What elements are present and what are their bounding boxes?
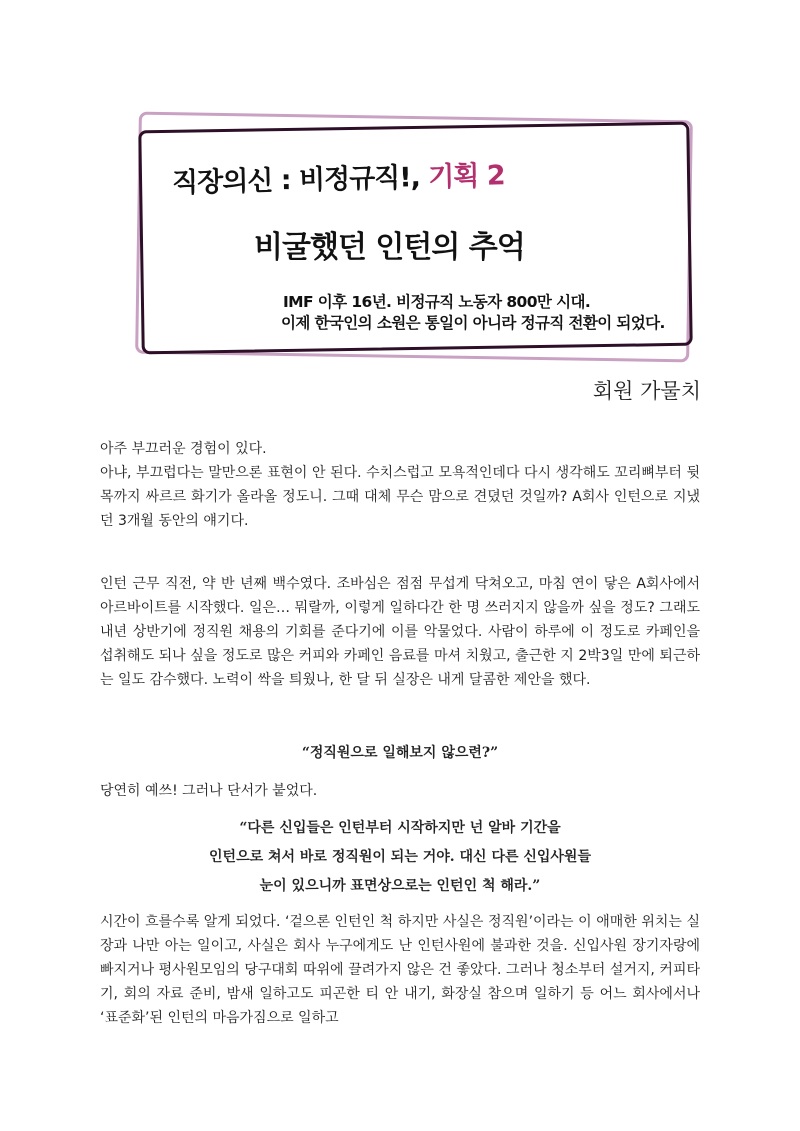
article-title: 비굴했던 인턴의 추억 (254, 230, 525, 265)
paragraph-2: 아냐, 부끄럽다는 말만으론 표현이 안 된다. 수치스럽고 모욕적인데다 다시 생각해도 꼬리뼈부터 뒷목까지 싸르르 화기가 올라올 정도니. 그때 대체 무슨 맘으로 견뎠던 것일까? A회사 인턴으로 지냈던 3개월 동안의 얘기다. (100, 465, 700, 529)
quote-2-line-2: 인턴으로 쳐서 바로 정직원이 되는 거야. 대신 다른 신입사원들 (209, 849, 591, 865)
series-name: 직장의신 : 비정규직!, (171, 161, 429, 199)
paragraph-1: 아주 부끄러운 경험이 있다. (100, 441, 267, 457)
subtitle-line-1: IMF 이후 16년. 비정규직 노동자 800만 시대. (283, 293, 591, 311)
series-label (172, 153, 505, 200)
paragraph-5: 시간이 흐를수록 알게 되었다. ‘겉으론 인턴인 척 하지만 사실은 정직원’이라는 이 애매한 위치는 실장과 나만 아는 일이고, 사실은 회사 누구에게도 난 인턴사원에 불과한 것을. 신입사원 장기자랑에 빠지거나 평사원모임의 당구대회 따위에 끌려가지 않은 건 좋았다. 그러나 청소부터 설거지, 커피타기, 회의 자료 준비, 밤새 일하고도 피곤한 티 안 내기, 화장실 참으며 일하기 등 어느 회사에서나 ‘표준화’된 인턴의 마음가짐으로 일하고 (100, 914, 700, 1026)
quote-2-line-1: “다른 신입들은 인턴부터 시작하지만 넌 알바 기간을 (239, 820, 561, 836)
subtitle-line-2: 이제 한국인의 소원은 통일이 아니라 정규직 전환이 되었다. (281, 314, 665, 332)
quote-2 (100, 814, 700, 901)
quote-2-line-3: 눈이 있으니까 표면상으로는 인턴인 척 해라.” (259, 878, 541, 894)
quote-1: “정직원으로 일해보지 않으련?” (301, 745, 499, 761)
paragraph-3: 인턴 근무 직전, 약 반 년째 백수였다. 조바심은 점점 무섭게 닥쳐오고, 마침 연이 닿은 A회사에서 아르바이트를 시작했다. 일은… 뭐랄까, 이렇게 일하다간 한 명 쓰러지지 않을까 싶을 정도? 그래도 내년 상반기에 정직원 채용의 기회를 준다기에 이를 악물었다. 사람이 하루에 이 정도로 카페인을 섭취해도 되나 싶을 정도로 많은 커피와 카페인 음료를 마셔 치웠고, 출근한 지 2박3일 만에 퇴근하는 일도 감수했다. 노력이 싹을 틔웠나, 한 달 뒤 실장은 내게 달콤한 제안을 했다. (100, 576, 700, 688)
author-byline: 회원 가물치 (592, 379, 701, 403)
series-plan: 기획 2 (427, 160, 505, 193)
paragraph-4: 당연히 예쓰! 그러나 단서가 붙었다. (100, 783, 318, 799)
